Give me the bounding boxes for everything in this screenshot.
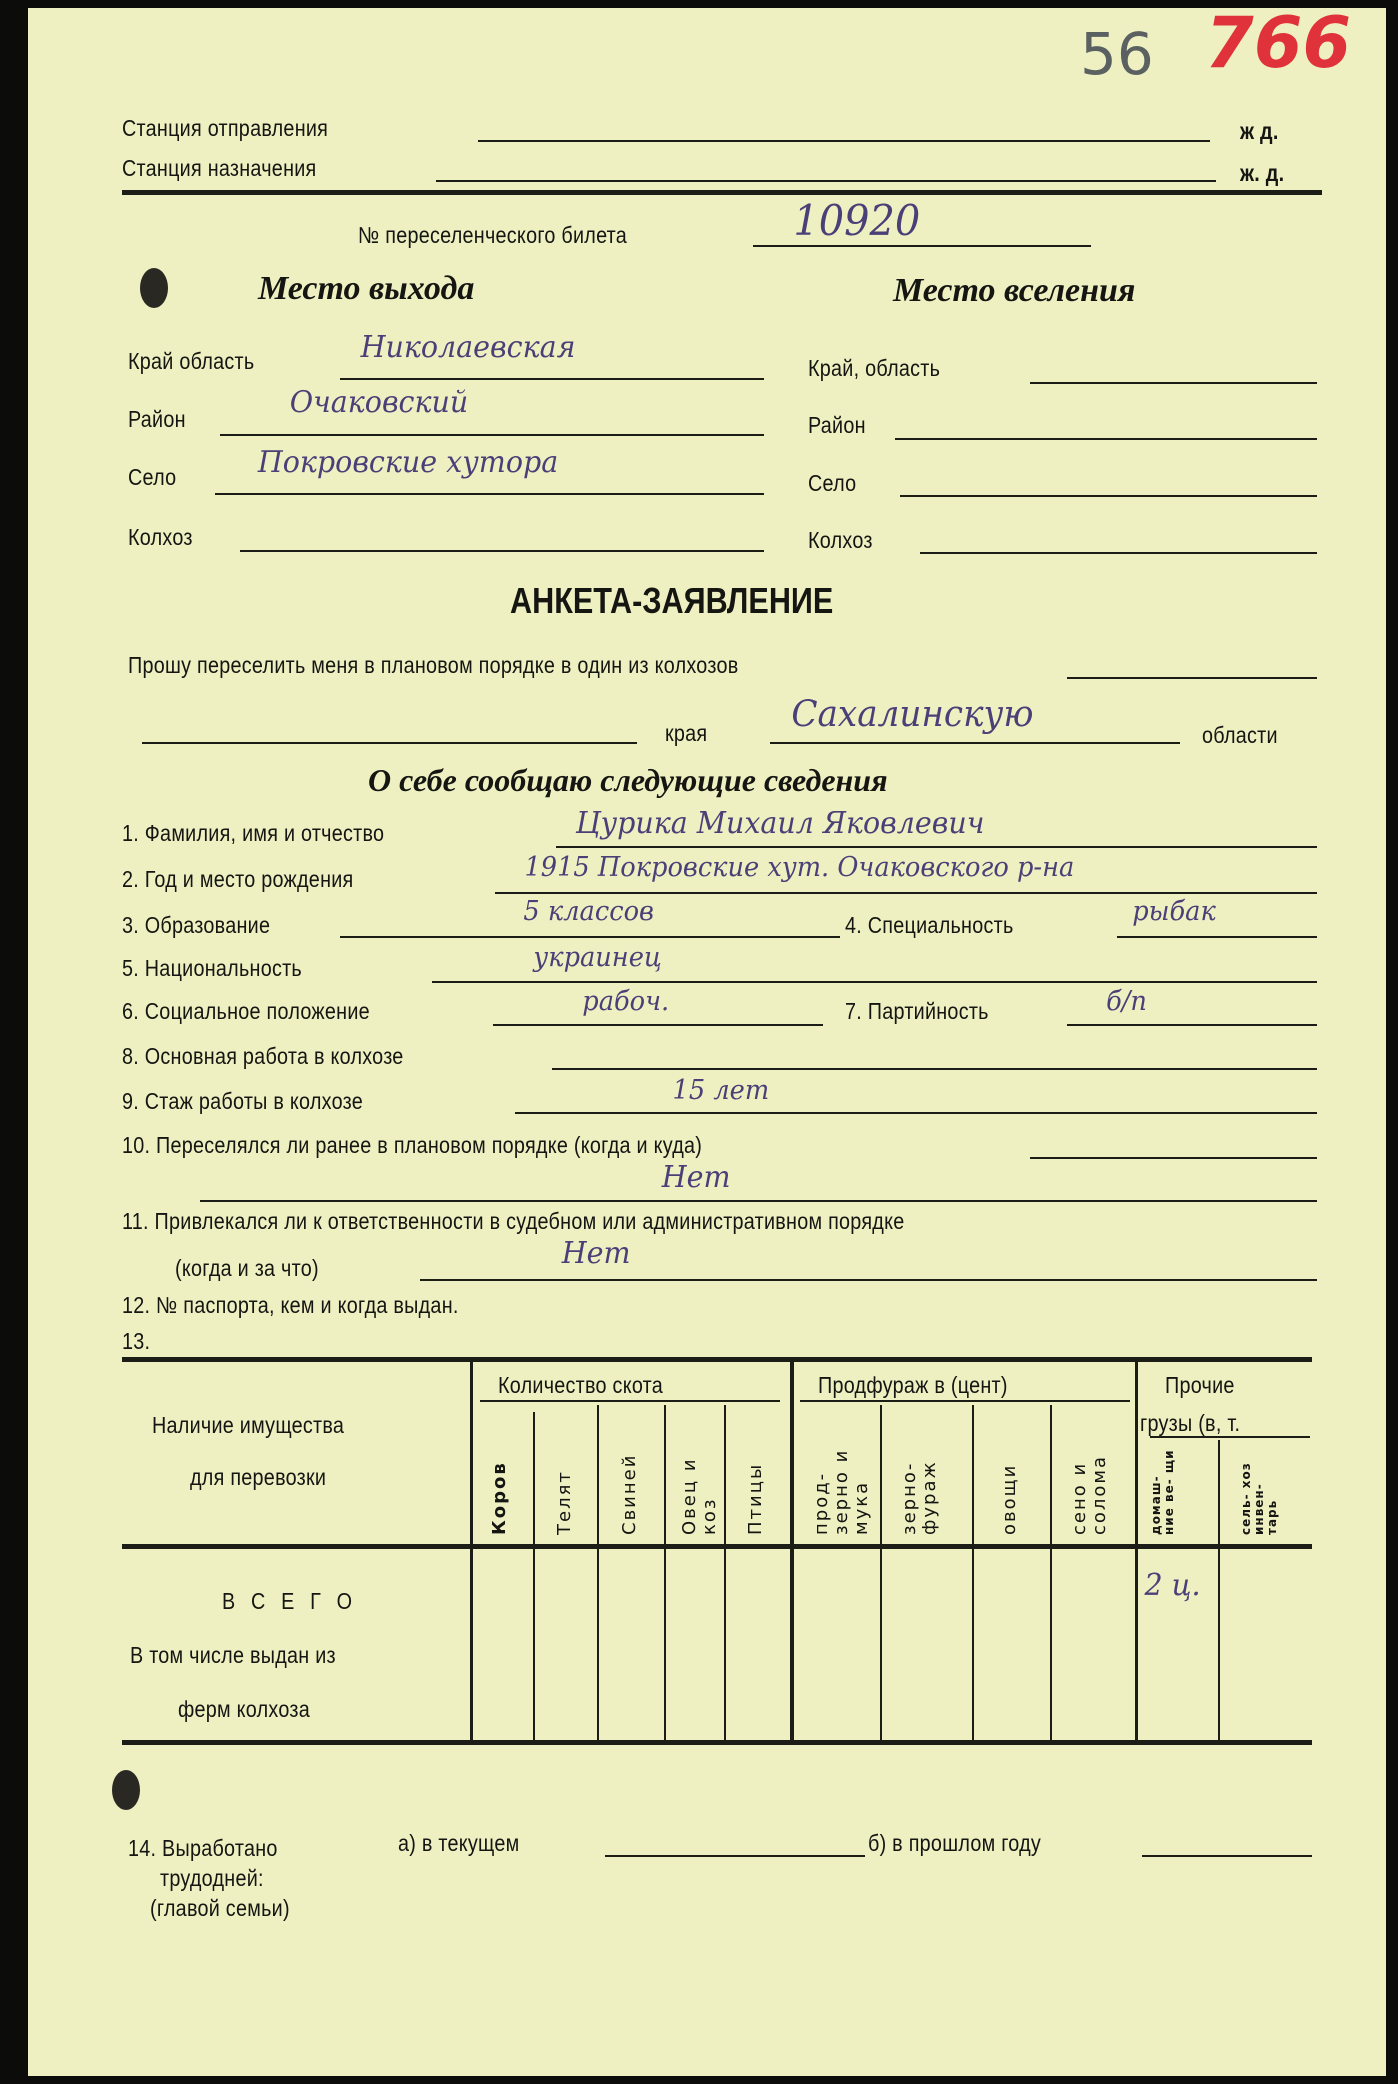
table-top-rule — [122, 1357, 1312, 1362]
ticket-value: 10920 — [793, 196, 921, 245]
col-line — [880, 1405, 882, 1740]
row-header-line1: Наличие имущества — [152, 1412, 345, 1438]
origin-district-value: Очаковский — [289, 385, 469, 420]
col-line — [597, 1405, 599, 1740]
q6-field[interactable] — [493, 1024, 823, 1026]
col-sheep-goats: Овец и коз — [679, 1457, 720, 1535]
q10-value: Нет — [661, 1160, 731, 1195]
origin-village-value: Покровские хутора — [257, 445, 559, 480]
rail-suffix: ж. д. — [1240, 160, 1285, 186]
col-grain-flour: прод- зерно и мука — [811, 1448, 872, 1535]
punch-hole — [112, 1770, 140, 1810]
household-goods-total: 2 ц. — [1144, 1568, 1201, 1603]
request-oblast-field[interactable] — [770, 742, 1180, 744]
request-kolkhoz-field[interactable] — [1067, 677, 1317, 679]
table-bottom-rule — [122, 1740, 1312, 1745]
col-hay-straw: сено и солома — [1069, 1454, 1110, 1535]
col-line — [724, 1405, 726, 1740]
q11-label-2: (когда и за что) — [175, 1255, 319, 1281]
q11-label: 11. Привлекался ли к ответственности в судебном или административном порядке — [122, 1208, 905, 1234]
q1-label: 1. Фамилия, имя и отчество — [122, 820, 385, 846]
q3-value: 5 классов — [523, 896, 654, 927]
red-archive-number: 766 — [1205, 2, 1352, 84]
q9-value: 15 лет — [672, 1075, 770, 1106]
q1-field[interactable] — [556, 846, 1317, 848]
col-pigs: Свиней — [619, 1453, 640, 1535]
origin-region-field[interactable] — [340, 378, 764, 380]
rail-suffix: ж д. — [1240, 118, 1279, 144]
q4-value: рыбак — [1132, 896, 1216, 927]
destination-station-field[interactable] — [436, 180, 1216, 182]
group-rule — [480, 1400, 780, 1402]
col-line — [790, 1362, 794, 1740]
dest-region-field[interactable] — [1030, 382, 1317, 384]
col-line — [1050, 1405, 1052, 1740]
q14-previous-label: б) в прошлом году — [868, 1830, 1042, 1856]
q5-value: украинец — [533, 942, 662, 973]
document-page — [28, 8, 1386, 2076]
col-line — [664, 1405, 666, 1740]
origin-kolkhoz-label: Колхоз — [128, 524, 193, 550]
ticket-label: № переселенческого билета — [358, 222, 628, 248]
request-krai-field[interactable] — [142, 742, 637, 744]
dest-district-field[interactable] — [895, 438, 1317, 440]
q14-label-2: трудодней: — [160, 1865, 264, 1891]
col-cows: Коров — [489, 1461, 510, 1535]
group-other: Прочие — [1165, 1372, 1235, 1398]
dest-village-field[interactable] — [900, 495, 1317, 497]
q7-value: б/п — [1106, 986, 1147, 1017]
oblast-value: Сахалинскую — [791, 694, 1034, 735]
q6-value: рабоч. — [582, 986, 670, 1017]
table-header-rule — [122, 1544, 1312, 1549]
request-text: Прошу переселить меня в плановом порядке в один из колхозов — [128, 652, 739, 678]
q7-field[interactable] — [1067, 1024, 1317, 1026]
q2-label: 2. Год и место рождения — [122, 866, 354, 892]
col-line — [1218, 1440, 1220, 1740]
origin-heading: Место выхода — [258, 270, 475, 307]
departure-station-label: Станция отправления — [122, 115, 329, 141]
dest-kolkhoz-label: Колхоз — [808, 527, 873, 553]
divider — [122, 190, 1322, 195]
q9-field[interactable] — [515, 1112, 1317, 1114]
q1-value: Цурика Михаил Яковлевич — [575, 806, 985, 841]
q6-label: 6. Социальное положение — [122, 998, 370, 1024]
q10-label: 10. Переселялся ли ранее в плановом порядке (когда и куда) — [122, 1132, 703, 1158]
q14-label: 14. Выработано — [128, 1835, 278, 1861]
punch-hole — [140, 268, 168, 308]
group-other-2: грузы (в, т. — [1140, 1410, 1241, 1436]
row-issued-2: ферм колхоза — [178, 1696, 310, 1722]
q2-value: 1915 Покровские хут. Очаковского р-на — [524, 852, 1075, 883]
oblast-label: области — [1202, 722, 1278, 748]
q9-label: 9. Стаж работы в колхозе — [122, 1088, 363, 1114]
origin-village-label: Село — [128, 464, 177, 490]
q3-label: 3. Образование — [122, 912, 271, 938]
col-line — [972, 1405, 974, 1740]
q14-label-3: (главой семьи) — [150, 1895, 290, 1921]
pencil-archive-number: 56 — [1080, 20, 1154, 88]
origin-region-value: Николаевская — [360, 330, 576, 365]
col-farm-tools: сель- хоз инвен- тарь — [1239, 1462, 1279, 1535]
col-poultry: Птицы — [745, 1462, 766, 1535]
col-household-goods: домаш- ние ве- щи — [1149, 1449, 1176, 1535]
row-total: В С Е Г О — [222, 1588, 358, 1614]
q8-label: 8. Основная работа в колхозе — [122, 1043, 404, 1069]
q3-field[interactable] — [340, 936, 840, 938]
form-title: АНКЕТА-ЗАЯВЛЕНИЕ — [510, 580, 834, 621]
group-fodder: Продфураж в (цент) — [818, 1372, 1008, 1398]
group-rule — [800, 1400, 1130, 1402]
q10-field-2[interactable] — [200, 1200, 1317, 1202]
q11-value: Нет — [561, 1236, 631, 1271]
q4-field[interactable] — [1117, 936, 1317, 938]
col-line — [470, 1362, 473, 1740]
q14-current-label: а) в текущем — [398, 1830, 520, 1856]
row-issued: В том числе выдан из — [130, 1642, 336, 1668]
group-rule — [1150, 1436, 1310, 1438]
dest-district-label: Район — [808, 412, 866, 438]
col-line — [1135, 1362, 1138, 1740]
q11-field[interactable] — [420, 1279, 1317, 1281]
q5-label: 5. Национальность — [122, 955, 302, 981]
destination-heading: Место вселения — [893, 272, 1136, 309]
origin-district-label: Район — [128, 406, 186, 432]
col-vegetables: овощи — [999, 1463, 1020, 1535]
ticket-field[interactable] — [753, 245, 1091, 247]
info-heading: О себе сообщаю следующие сведения — [368, 762, 888, 798]
q4-label: 4. Специальность — [845, 912, 1014, 938]
q14-current-field[interactable] — [605, 1855, 865, 1857]
col-grain-fodder: зерно- фураж — [899, 1460, 940, 1535]
col-calves: Телят — [554, 1470, 575, 1535]
dest-kolkhoz-field[interactable] — [920, 552, 1317, 554]
krai-label: края — [665, 720, 708, 746]
q7-label: 7. Партийность — [845, 998, 989, 1024]
q13-label: 13. — [122, 1328, 151, 1354]
dest-village-label: Село — [808, 470, 857, 496]
origin-village-field[interactable] — [215, 493, 764, 495]
q2-field[interactable] — [495, 892, 1317, 894]
origin-region-label: Край область — [128, 348, 255, 374]
q10-field[interactable] — [1030, 1157, 1317, 1159]
q12-label: 12. № паспорта, кем и когда выдан. — [122, 1292, 459, 1318]
q5-field[interactable] — [432, 981, 1317, 983]
origin-kolkhoz-field[interactable] — [240, 550, 764, 552]
origin-district-field[interactable] — [220, 434, 764, 436]
departure-station-field[interactable] — [478, 140, 1210, 142]
row-header-line2: для перевозки — [190, 1464, 327, 1490]
q8-field[interactable] — [552, 1068, 1317, 1070]
col-line — [533, 1412, 535, 1740]
dest-region-label: Край, область — [808, 355, 941, 381]
group-livestock: Количество скота — [498, 1372, 664, 1398]
destination-station-label: Станция назначения — [122, 155, 317, 181]
q14-previous-field[interactable] — [1142, 1855, 1312, 1857]
